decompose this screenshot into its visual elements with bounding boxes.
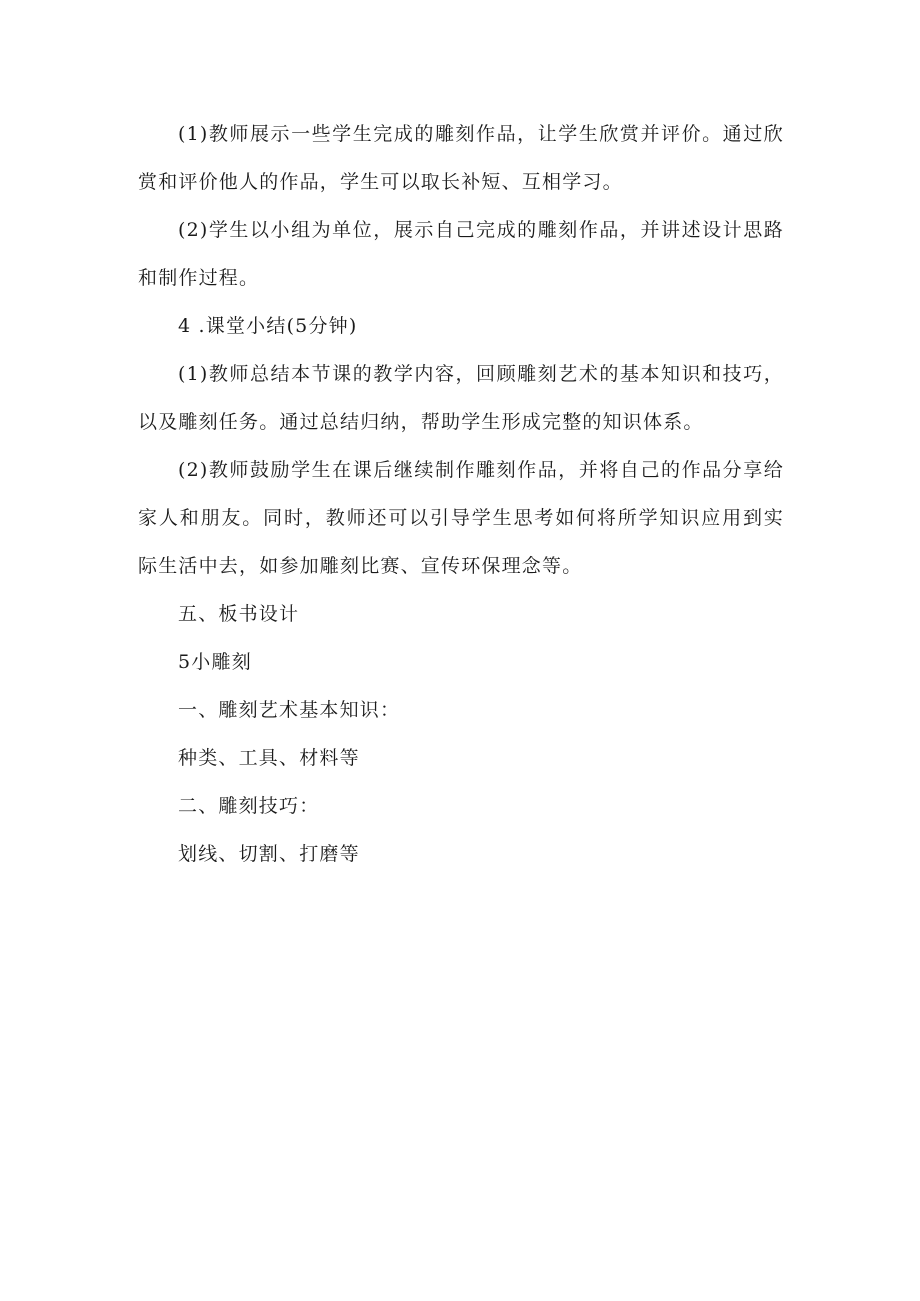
board-item-basic-knowledge-detail: 种类、工具、材料等 (178, 747, 360, 769)
section-heading-summary: 4 .课堂小结(5分钟) (178, 315, 358, 337)
document-body (138, 110, 784, 878)
section-heading-board-design: 五、板书设计 (178, 603, 300, 625)
board-item-basic-knowledge: 一、雕刻艺术基本知识： (178, 699, 401, 721)
paragraph-teacher-summary: (1)教师总结本节课的教学内容，回顾雕刻艺术的基本知识和技巧，以及雕刻任务。通过总结归纳，帮助学生形成完整的知识体系。 (138, 363, 784, 433)
paragraph-group-presentation: (2)学生以小组为单位，展示自己完成的雕刻作品，并讲述设计思路和制作过程。 (138, 219, 784, 289)
board-item-techniques: 二、雕刻技巧： (178, 795, 320, 817)
paragraph-teacher-encourage: (2)教师鼓励学生在课后继续制作雕刻作品，并将自己的作品分享给家人和朋友。同时，教师还可以引导学生思考如何将所学知识应用到实际生活中去，如参加雕刻比赛、宣传环保理念等。 (138, 459, 784, 577)
board-title: 5小雕刻 (178, 651, 252, 673)
board-item-techniques-detail: 划线、切割、打磨等 (178, 843, 360, 865)
paragraph-display-works: (1)教师展示一些学生完成的雕刻作品，让学生欣赏并评价。通过欣赏和评价他人的作品，学生可以取长补短、互相学习。 (138, 123, 784, 193)
